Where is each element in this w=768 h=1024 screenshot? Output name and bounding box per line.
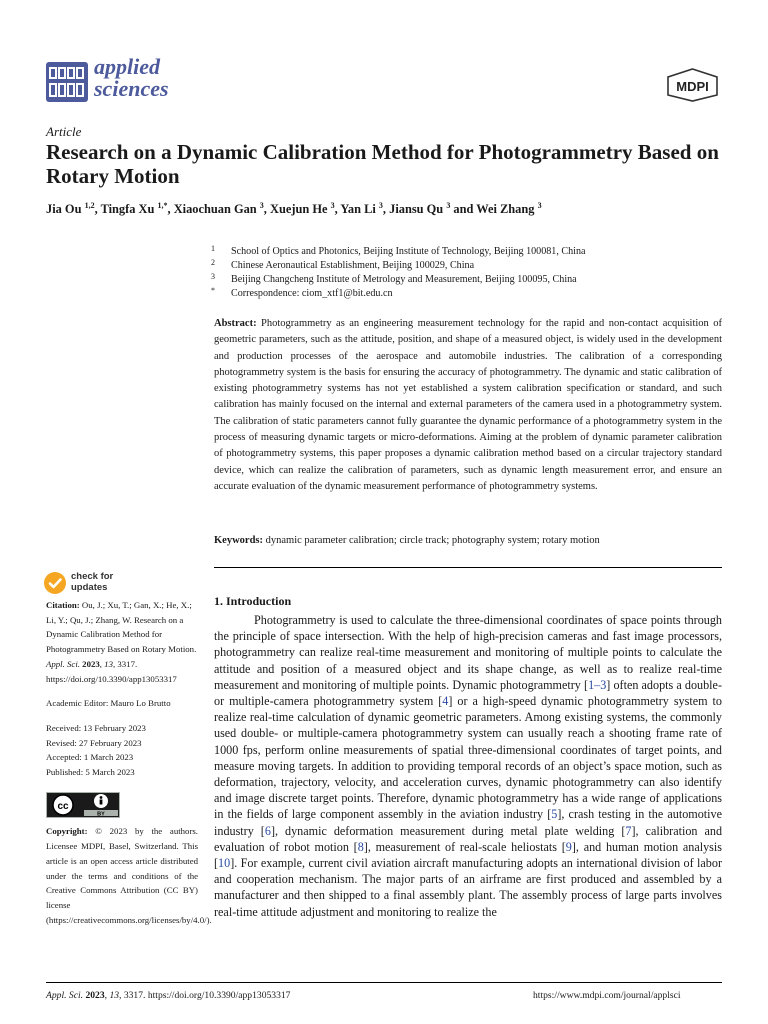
affiliation-item: [211, 287, 721, 301]
reference-link[interactable]: 6: [264, 823, 271, 838]
reference-link[interactable]: 4: [442, 694, 449, 709]
footer-journal-url[interactable]: https://www.mdpi.com/journal/applsci: [533, 990, 681, 1001]
reference-link[interactable]: 7: [625, 823, 632, 838]
academic-editor: Academic Editor: Mauro Lo Brutto: [46, 698, 171, 709]
check-updates-line1: check for: [71, 571, 114, 582]
author-affiliation-mark: 3: [378, 200, 383, 210]
affiliation-text: Beijing Changcheng Institute of Metrology and Measurement, Beijing 100095, China: [231, 274, 577, 285]
mdpi-logo-icon[interactable]: [665, 68, 720, 102]
author-name: Xuejun He: [270, 202, 328, 216]
affiliation-mark: *: [211, 286, 215, 295]
affiliation-mark: 1: [211, 244, 215, 253]
affiliation-item: [211, 259, 721, 273]
reference-link[interactable]: 9: [565, 839, 572, 854]
abstract: [214, 316, 722, 495]
author-name: Xiaochuan Gan: [173, 202, 257, 216]
author-name: Jiansu Qu: [389, 202, 444, 216]
citation-text: Ou, J.; Xu, T.; Gan, X.; He, X.; Li, Y.; Qu, J.; Zhang, W. Research on a Dynamic Calibration Method for Photogrammetry Based on Rotary Motion.: [46, 600, 197, 655]
author-name: Tingfa Xu: [100, 202, 155, 216]
author-name: Jia Ou: [46, 202, 82, 216]
article-title: Research on a Dynamic Calibration Method for Photogrammetry Based on Rotary Motion: [46, 140, 719, 188]
affiliation-item: [211, 273, 721, 287]
author-affiliation-mark: 3: [446, 200, 451, 210]
author-affiliation-mark: 3: [259, 200, 264, 210]
reference-link[interactable]: 1–3: [588, 677, 607, 692]
footer-journal: Appl. Sci.: [46, 990, 84, 1001]
citation-block: Citation: Ou, J.; Xu, T.; Gan, X.; He, X.; Li, Y.; Qu, J.; Zhang, W. Research on a Dynamic Calibration Method for Photogrammetry Based on Rotary Motion. Appl. Sci. 2023, 13, 3317. https://doi.org/10.3390/app13053317: [46, 600, 197, 684]
check-updates-line2: updates: [71, 582, 108, 593]
introduction-body: [214, 612, 722, 920]
citation-doi[interactable]: , 3317. https://doi.org/10.3390/app13053317: [46, 658, 177, 684]
footer-doi[interactable]: , 3317. https://doi.org/10.3390/app13053317: [119, 990, 291, 1001]
abstract-text: Photogrammetry as an engineering measurement technology for the rapid and non-contact acquisition of geometric parameters, such as the attitude, position, and shape of a measured object, is widely used in the development and production processes of the aerospace and automobile industries. The calibration of a corresponding photogrammetry system is the basis for ensuring the accuracy of photogrammetry. The dynamic and static calibration of existing photogrammetry systems has not yet established a system calibration specification or standard, and such calibration has mainly focused on the internal and external parameters of the camera used in a photogrammetry system. The calibration of static parameters cannot fully guarantee the dynamic performance of a photogrammetry system in the process of measuring dynamic targets or micro-deformations. Aiming at the problem of dynamic parameter calibration of photogrammetry systems, this paper proposes a dynamic calibration method based on a circular trajectory standard device, which can realize the calibration of parameters, such as dynamic length measurement error, and ensure an accurate evaluation of the dynamic measurement performance of photogrammetry systems.: [214, 318, 722, 492]
citation-label: Citation:: [46, 600, 80, 610]
keywords: [214, 533, 722, 549]
keywords-label: Keywords:: [214, 535, 263, 546]
cc-by-license-icon[interactable]: [46, 792, 120, 818]
author-affiliation-mark: 3: [537, 200, 542, 210]
cc-badge-label: BY: [97, 811, 105, 818]
introduction-paragraph: Photogrammetry is used to calculate the three-dimensional coordinates of space points through the principle of space intersection. With the help of high-precision cameras and fast image processors, photogrammetry can realize real-time measurement and monitoring of multiple points to calculate the attitude and position of a measured object and its shape change, as well as to realize real-time measurement and monitoring of multiple points. Dynamic photogrammetry [1–3] often adopts a double- or multiple-camera photogrammetry system [4] or a high-speed dynamic photogrammetry system to realize real-time calculation of dynamic geometric parameters. Among existing systems, the commonly used double- or multiple-camera photogrammetry system can usually reach a shooting frame rate of 1000 fps, perform online measurements of spatial three-dimensional coordinates of target points, and measure moving targets. In addition to providing temporal records of an object’s space motion, such as deformation, trajectory, velocity, and acceleration curves, dynamic photogrammetry can also identify and image discrete target points. Therefore, dynamic photogrammetry has a wide range of applications in the fields of large component assembly in the aviation industry [5], crash testing in the automotive industry [6], dynamic deformation measurement during metal plate welding [7], calibration and evaluation of robot motion [8], measurement of real-scale heliostats [9], and human motion analysis [10]. For example, current civil aviation aircraft manufacturing adopts an international division of labor and cooperation mechanism. The major parts of an airframe are first produced and assembled by a manufacturer and then shipped to a final assembly plant. The assembly process of large parts involves real-time attitude adjustment and monitoring to realize the: [214, 613, 723, 919]
footer-citation: Appl. Sci. 2023, 13, 3317. https://doi.org/10.3390/app13053317: [46, 990, 291, 1001]
author-affiliation-mark: 1,*: [157, 200, 168, 210]
affiliation-text: Correspondence: ciom_xtf1@bit.edu.cn: [231, 288, 393, 299]
publisher-name: MDPI: [676, 79, 709, 94]
affiliation-item: [211, 245, 721, 259]
footer-volume: 13: [109, 990, 120, 1001]
date-published: Published: 5 March 2023: [46, 767, 135, 778]
date-accepted: Accepted: 1 March 2023: [46, 752, 134, 763]
affiliation-mark: 2: [211, 258, 215, 267]
reference-link[interactable]: 8: [357, 839, 364, 854]
author-name: Wei Zhang: [476, 202, 535, 216]
reference-link[interactable]: 10: [218, 856, 231, 871]
author-list: Jia Ou $^{1,2}$, Tingfa Xu $^{1,*}$, Xiaochuan Gan $^3$, Xuejun He $^3$, Yan Li $^3$, Jiansu Qu $^3$ and Wei Zhang $^3$: [46, 200, 542, 216]
journal-name-line2: sciences: [94, 76, 169, 101]
section-divider: [214, 567, 722, 568]
journal-name-line1: applied: [94, 54, 160, 79]
reference-link[interactable]: 5: [551, 807, 558, 822]
keywords-text: dynamic parameter calibration; circle track; photography system; rotary motion: [265, 535, 600, 546]
citation-volume: 13: [104, 658, 113, 669]
copyright-text: © 2023 by the authors. Licensee MDPI, Basel, Switzerland. This article is an open access article distributed under the terms and conditions of the Creative Commons Attribution (CC BY) license (https://creativecommons.org/licenses/by/4.0/).: [46, 826, 212, 925]
article-type: Article: [46, 124, 82, 139]
author-affiliation-mark: 1,2: [84, 200, 95, 210]
check-for-updates-button[interactable]: [42, 570, 162, 596]
copyright-block: [46, 824, 212, 927]
journal-logo[interactable]: [46, 54, 176, 108]
author-name: Yan Li: [340, 202, 376, 216]
citation-journal: Appl. Sci.: [46, 658, 80, 669]
date-received: Received: 13 February 2023: [46, 722, 146, 733]
journal-name: [94, 56, 169, 100]
article-sidebar: [46, 598, 212, 927]
affiliation-text: Chinese Aeronautical Establishment, Beijing 100029, China: [231, 260, 475, 271]
date-revised: Revised: 27 February 2023: [46, 737, 142, 748]
affiliation-list: [211, 245, 721, 301]
citation-year: 2023: [82, 658, 100, 669]
author-affiliation-mark: 3: [330, 200, 335, 210]
footer-year: 2023: [85, 990, 105, 1001]
affiliation-mark: 3: [211, 272, 215, 281]
section-heading: 1. Introduction: [214, 594, 292, 608]
copyright-label: Copyright:: [46, 826, 88, 837]
footer-divider: [46, 982, 722, 983]
abstract-label: Abstract:: [214, 318, 257, 329]
check-updates-icon: [42, 570, 68, 596]
journal-logo-icon: [46, 62, 88, 102]
affiliation-text: School of Optics and Photonics, Beijing Institute of Technology, Beijing 100081, China: [231, 246, 586, 257]
svg-text:cc: cc: [57, 800, 69, 812]
